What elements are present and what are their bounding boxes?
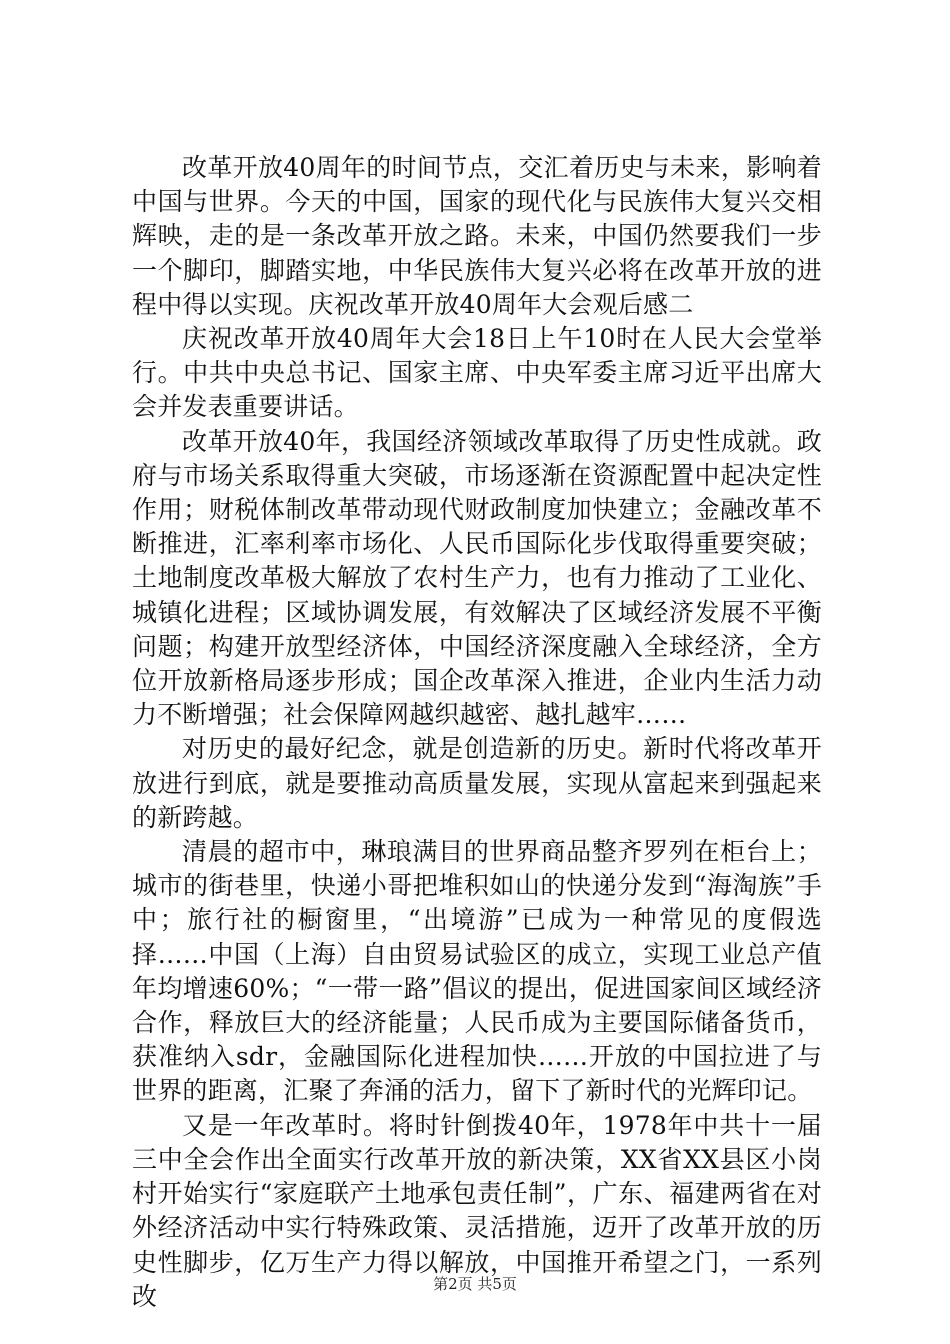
- page-number-footer: 第2页 共5页: [433, 1275, 517, 1293]
- paragraph: 又是一年改革时。将时针倒拨40年，1978年中共十一届三中全会作出全面实行改革开放的新决策，XX省XX县区小岗村开始实行“家庭联产土地承包责任制”，广东、福建两省在对外经济活动中实行特殊政策、灵活措施，迈开了改革开放的历史性脚步，亿万生产力得以解放，中国推开希望之门，一系列改: [132, 1110, 822, 1311]
- paragraph: 清晨的超市中，琳琅满目的世界商品整齐罗列在柜台上；城市的街巷里，快递小哥把堆积如山的快递分发到“海淘族”手中；旅行社的橱窗里，“出境游”已成为一种常见的度假选择……中国（上海）自由贸易试验区的成立，实现工业总产值年均增速60%；“一带一路”倡议的提出，促进国家间区域经济合作，释放巨大的经济能量；人民币成为主要国际储备货币，获准纳入sdr，金融国际化进程加快……开放的中国拉进了与世界的距离，汇聚了奔涌的活力，留下了新时代的光辉印记。: [132, 837, 822, 1106]
- paragraph: 对历史的最好纪念，就是创造新的历史。新时代将改革开放进行到底，就是要推动高质量发展，实现从富起来到强起来的新跨越。: [132, 734, 822, 832]
- paragraph: 改革开放40周年的时间节点，交汇着历史与未来，影响着中国与世界。今天的中国，国家的现代化与民族伟大复兴交相辉映，走的是一条改革开放之路。未来，中国仍然要我们一步一个脚印，脚踏实地，中华民族伟大复兴必将在改革开放的进程中得以实现。庆祝改革开放40周年大会观后感二: [132, 153, 822, 319]
- paragraph: 庆祝改革开放40周年大会18日上午10时在人民大会堂举行。中共中央总书记、国家主席、中央军委主席习近平出席大会并发表重要讲话。: [132, 324, 822, 422]
- paragraph: 改革开放40年，我国经济领域改革取得了历史性成就。政府与市场关系取得重大突破，市场逐渐在资源配置中起决定性作用；财税体制改革带动现代财政制度加快建立；金融改革不断推进，汇率利率市场化、人民币国际化步伐取得重要突破；土地制度改革极大解放了农村生产力，也有力推动了工业化、城镇化进程；区域协调发展，有效解决了区域经济发展不平衡问题；构建开放型经济体，中国经济深度融入全球经济，全方位开放新格局逐步形成；国企改革深入推进，企业内生活力动力不断增强；社会保障网越织越密、越扎越牢……: [132, 426, 822, 730]
- document-body: [132, 151, 822, 1314]
